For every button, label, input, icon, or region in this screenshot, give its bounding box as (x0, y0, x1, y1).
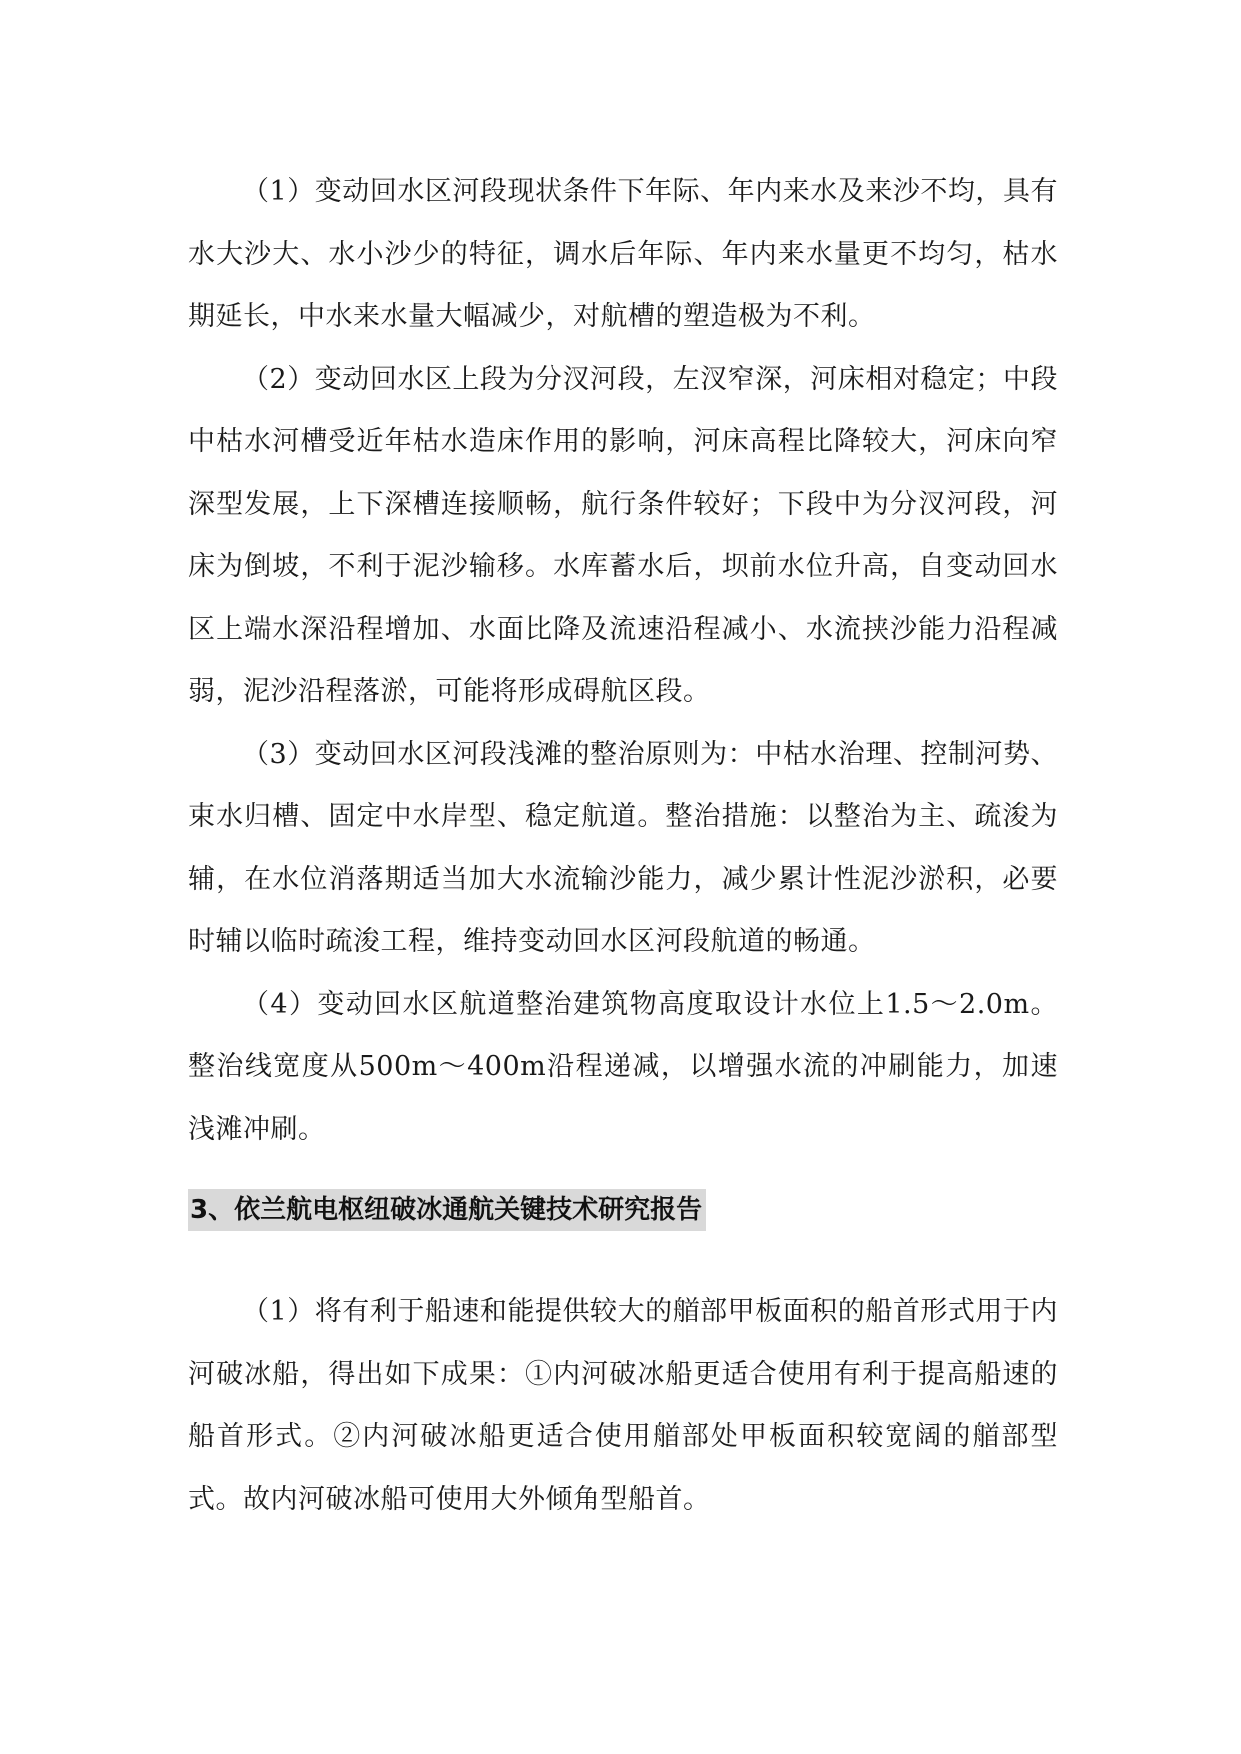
paragraph-5: （1）将有利于船速和能提供较大的艏部甲板面积的船首形式用于内河破冰船，得出如下成果：①内河破冰船更适合使用有利于提高船速的船首形式。②内河破冰船更适合使用艏部处甲板面积较宽阔的艏部型式。故内河破冰船可使用大外倾角型船首。 (188, 1296, 1058, 1515)
paragraph-block-top (188, 161, 1058, 1161)
paragraph-2: （2）变动回水区上段为分汊河段，左汊窄深，河床相对稳定；中段中枯水河槽受近年枯水造床作用的影响，河床高程比降较大，河床向窄深型发展，上下深槽连接顺畅，航行条件较好；下段中为分汊河段，河床为倒坡，不利于泥沙输移。水库蓄水后，坝前水位升高，自变动回水区上端水深沿程增加、水面比降及流速沿程减小、水流挟沙能力沿程减弱，泥沙沿程落淤，可能将形成碍航区段。 (188, 363, 1058, 707)
paragraph-3: （3）变动回水区河段浅滩的整治原则为：中枯水治理、控制河势、束水归槽、固定中水岸型、稳定航道。整治措施：以整治为主、疏浚为辅，在水位消落期适当加大水流输沙能力，减少累计性泥沙淤积，必要时辅以临时疏浚工程，维持变动回水区河段航道的畅通。 (188, 738, 1058, 957)
paragraph-4: （4）变动回水区航道整治建筑物高度取设计水位上1.5～2.0m。整治线宽度从500m～400m沿程递减，以增强水流的冲刷能力，加速浅滩冲刷。 (188, 988, 1058, 1145)
paragraph-block-bottom (188, 1281, 1058, 1531)
paragraph-1: （1）变动回水区河段现状条件下年际、年内来水及来沙不均，具有水大沙大、水小沙少的特征，调水后年际、年内来水量更不均匀，枯水期延长，中水来水量大幅减少，对航槽的塑造极为不利。 (188, 176, 1058, 332)
section-heading-wrap (188, 1189, 706, 1231)
section-heading: 3、依兰航电枢纽破冰通航关键技术研究报告 (188, 1189, 706, 1231)
